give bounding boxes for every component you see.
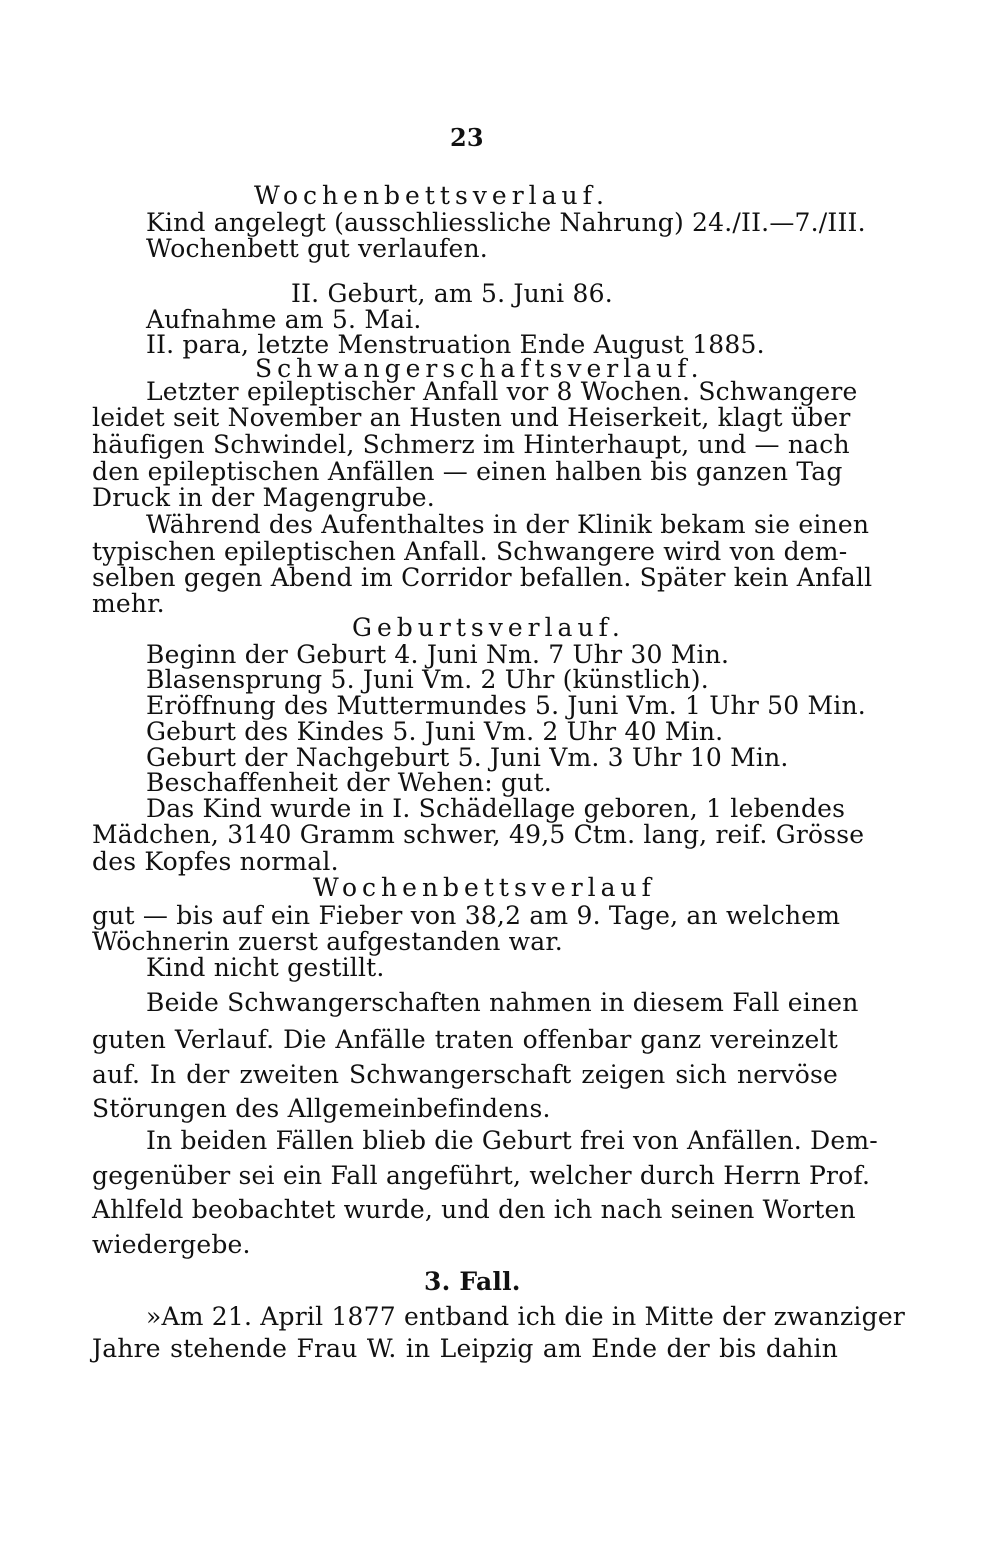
text-line: Beschaffenheit der Wehen: gut. [146, 768, 552, 797]
case-heading: 3. Fall. [424, 1267, 521, 1296]
section-heading: Geburtsverlauf. [352, 613, 625, 642]
text-line: Mädchen, 3140 Gramm schwer, 49,5 Ctm. lang, reif. Grösse [92, 820, 865, 849]
text-line: Geburt der Nachgeburt 5. Juni Vm. 3 Uhr 10 Min. [146, 743, 789, 772]
text-line: Störungen des Allgemeinbefindens. [92, 1094, 551, 1123]
text-line: Letzter epileptischer Anfall vor 8 Wochen. Schwangere [146, 377, 858, 406]
text-line: Eröffnung des Muttermundes 5. Juni Vm. 1 Uhr 50 Min. [146, 691, 866, 720]
section-heading: Schwangerschaftsverlauf. [255, 354, 704, 383]
text-line: II. para, letzte Menstruation Ende August 1885. [146, 330, 765, 359]
text-line: gut — bis auf ein Fieber von 38,2 am 9. Tage, an welchem [92, 901, 841, 930]
text-line: Kind nicht gestillt. [146, 953, 385, 982]
text-line: II. Geburt, am 5. Juni 86. [291, 279, 613, 308]
text-line: Aufnahme am 5. Mai. [146, 305, 422, 334]
page-number: 23 [450, 123, 484, 152]
text-line: häufigen Schwindel, Schmerz im Hinterhaupt, und — nach [92, 430, 850, 459]
text-line: Das Kind wurde in I. Schädellage geboren, 1 lebendes [146, 794, 846, 823]
text-line: Wochenbett gut verlaufen. [146, 234, 488, 263]
text-line: Während des Aufenthaltes in der Klinik bekam sie einen [146, 510, 870, 539]
text-line: auf. In der zweiten Schwangerschaft zeigen sich nervöse [92, 1060, 838, 1089]
text-line: Kind angelegt (ausschliessliche Nahrung) 24./II.—7./III. [146, 208, 866, 237]
text-line: »Am 21. April 1877 entband ich die in Mitte der zwanziger [146, 1302, 905, 1331]
text-line: wiedergebe. [92, 1230, 251, 1259]
text-line: In beiden Fällen blieb die Geburt frei von Anfällen. Dem- [146, 1126, 878, 1155]
text-line: leidet seit November an Husten und Heiserkeit, klagt über [92, 403, 851, 432]
text-line: Beginn der Geburt 4. Juni Nm. 7 Uhr 30 Min. [146, 640, 730, 669]
text-line: Geburt des Kindes 5. Juni Vm. 2 Uhr 40 Min. [146, 717, 724, 746]
text-line: des Kopfes normal. [92, 847, 339, 876]
text-line: Jahre stehende Frau W. in Leipzig am Ende der bis dahin [92, 1334, 838, 1363]
text-line: Beide Schwangerschaften nahmen in diesem Fall einen [146, 988, 859, 1017]
text-line: mehr. [92, 589, 165, 618]
text-line: typischen epileptischen Anfall. Schwangere wird von dem- [92, 537, 848, 566]
text-line: guten Verlauf. Die Anfälle traten offenbar ganz vereinzelt [92, 1025, 838, 1054]
section-heading: Wochenbettsverlauf [313, 873, 656, 902]
text-line: Wöchnerin zuerst aufgestanden war. [92, 927, 563, 956]
text-line: den epileptischen Anfällen — einen halben bis ganzen Tag [92, 457, 843, 486]
text-line: selben gegen Abend im Corridor befallen. Später kein Anfall [92, 563, 873, 592]
text-line: Blasensprung 5. Juni Vm. 2 Uhr (künstlich). [146, 665, 709, 694]
section-heading: Wochenbettsverlauf. [254, 181, 609, 210]
text-line: Druck in der Magengrube. [92, 483, 435, 512]
text-line: Ahlfeld beobachtet wurde, und den ich nach seinen Worten [92, 1195, 856, 1224]
text-line: gegenüber sei ein Fall angeführt, welcher durch Herrn Prof. [92, 1161, 871, 1190]
